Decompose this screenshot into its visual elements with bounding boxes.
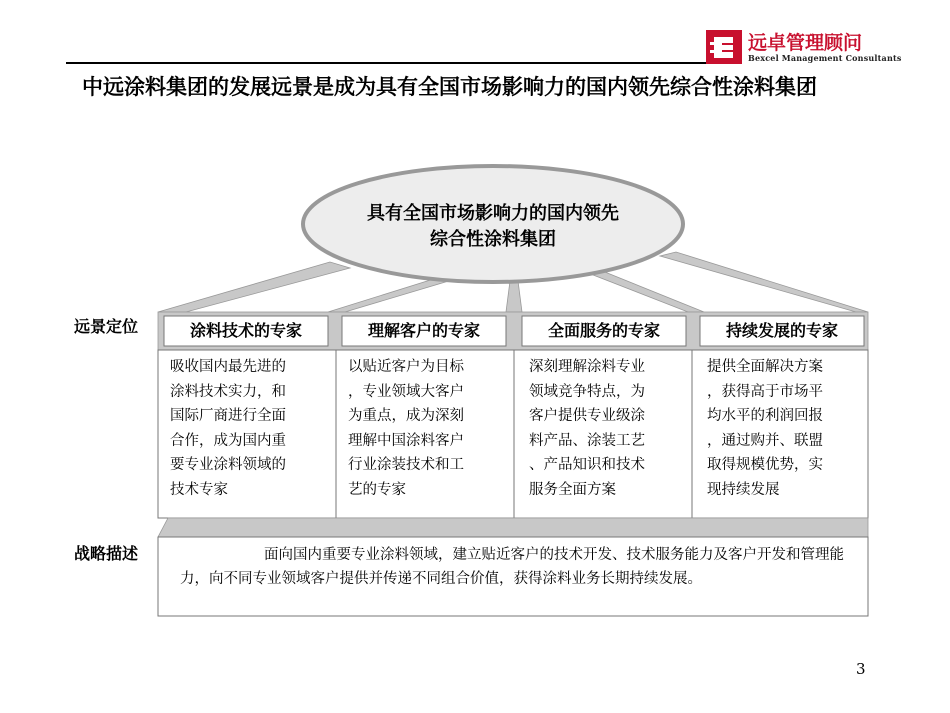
- strategy-shade: [158, 518, 868, 537]
- col-body-service: 深刻理解涂料专业 领域竞争特点，为 客户提供专业级涂 料产品、涂装工艺 、产品知识和技术 服务全面方案: [529, 359, 645, 498]
- col-header-sustain: 持续发展的专家: [725, 321, 838, 340]
- col-body-customer: 以贴近客户为目标 ，专业领域大客户 为重点，成为深刻 理解中国涂料客户 行业涂装技术和工 艺的专家: [348, 359, 464, 498]
- shade-funnel-2: [328, 277, 452, 312]
- shade-funnel-4: [588, 270, 704, 312]
- page-number: 3: [856, 660, 866, 678]
- shade-funnel-1: [158, 262, 350, 312]
- col-body-tech: 吸收国内最先进的 涂料技术实力，和 国际厂商进行全面 合作，成为国内重 要专业涂料领域的 技术专家: [170, 359, 286, 498]
- strategy-description: 面向国内重要专业涂料领域，建立贴近客户的技术开发、技术服务能力及客户开发和管理能力，向不同专业领域客户提供并传递不同组合价值，获得涂料业务长期持续发展。: [180, 547, 844, 587]
- logo-name: 远卓管理顾问: [748, 32, 863, 54]
- vision-statement: [318, 201, 668, 253]
- col-body-sustain: 提供全面解决方案 ，获得高于市场平 均水平的利润回报 ，通过购并、联盟 取得规模优势，实 现持续发展: [707, 359, 823, 498]
- col-header-tech: 涂料技术的专家: [189, 321, 302, 340]
- logo-subtitle: Bexcel Management Consultants: [748, 53, 902, 63]
- strategy-label: 战略描述: [74, 544, 139, 563]
- col-header-customer: 理解客户的专家: [367, 321, 480, 340]
- vision-line-1: 具有全国市场影响力的国内领先: [367, 203, 619, 224]
- vision-line-2: 综合性涂料集团: [430, 229, 556, 250]
- shade-funnel-5: [660, 252, 868, 312]
- col-header-service: 全面服务的专家: [547, 321, 660, 340]
- shade-funnel-3: [506, 281, 522, 312]
- page-title: 中远涂料集团的发展远景是成为具有全国市场影响力的国内领先综合性涂料集团: [82, 75, 817, 99]
- positioning-label: 远景定位: [74, 317, 139, 336]
